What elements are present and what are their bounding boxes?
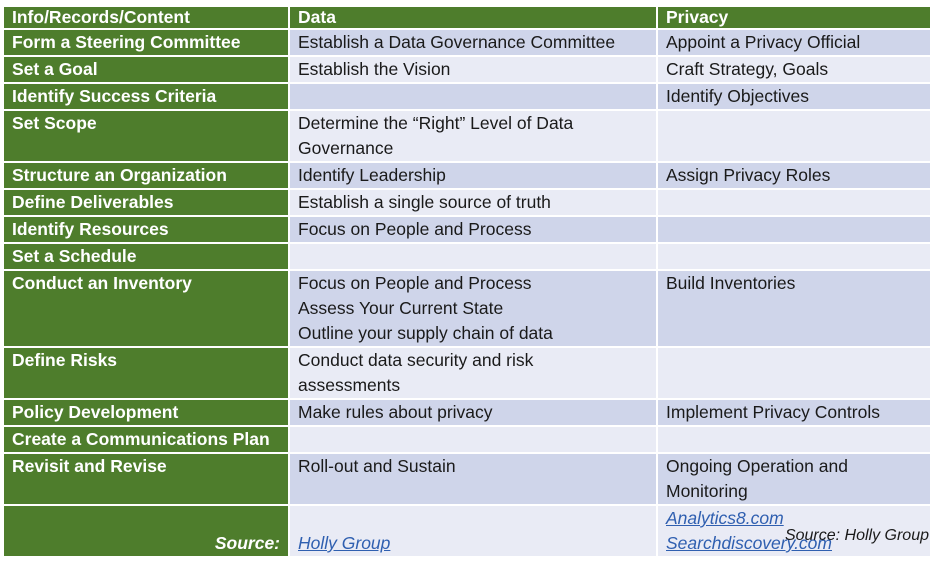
privacy-cell <box>658 57 930 82</box>
row-label: Set a Goal <box>4 57 288 82</box>
row-label: Revisit and Revise <box>4 454 288 504</box>
data-cell-line: Roll-out and Sustain <box>298 456 456 476</box>
privacy-cell-line: Build Inventories <box>666 273 796 293</box>
privacy-cell <box>658 244 930 269</box>
table-row <box>4 84 930 109</box>
privacy-cell <box>658 271 930 346</box>
table-body <box>4 30 930 556</box>
data-cell <box>290 400 656 425</box>
data-cell-line: Determine the “Right” Level of Data <box>298 113 574 133</box>
privacy-source-link[interactable]: Analytics8.com <box>666 508 784 528</box>
data-cell <box>290 163 656 188</box>
data-cell-line: Establish a Data Governance Committee <box>298 32 616 52</box>
data-source-cell <box>290 506 656 556</box>
data-cell <box>290 454 656 504</box>
row-label: Set a Schedule <box>4 244 288 269</box>
source-caption: Source: Holly Group <box>784 527 929 544</box>
data-source-link[interactable]: Holly Group <box>298 533 391 553</box>
row-label: Conduct an Inventory <box>4 271 288 346</box>
data-cell <box>290 30 656 55</box>
row-label: Form a Steering Committee <box>4 30 288 55</box>
privacy-cell-line: Appoint a Privacy Official <box>666 32 861 52</box>
privacy-cell <box>658 163 930 188</box>
privacy-cell <box>658 111 930 161</box>
data-cell <box>290 190 656 215</box>
row-label: Identify Success Criteria <box>4 84 288 109</box>
data-cell-line: Focus on People and Process <box>298 219 532 239</box>
table-row <box>4 111 930 161</box>
data-cell-line: Establish a single source of truth <box>298 192 551 212</box>
table-row <box>4 163 930 188</box>
data-cell-line: Establish the Vision <box>298 59 451 79</box>
privacy-cell <box>658 400 930 425</box>
data-cell-line: Focus on People and Process <box>298 273 532 293</box>
privacy-cell <box>658 84 930 109</box>
table-row <box>4 57 930 82</box>
privacy-cell-line: Ongoing Operation and <box>666 456 848 476</box>
privacy-cell <box>658 454 930 504</box>
column-header-info: Info/Records/Content <box>4 7 288 28</box>
table-row <box>4 190 930 215</box>
row-label: Define Deliverables <box>4 190 288 215</box>
data-cell <box>290 57 656 82</box>
table-row <box>4 400 930 425</box>
data-cell <box>290 111 656 161</box>
data-cell-line: Outline your supply chain of data <box>298 323 553 343</box>
privacy-cell-line: Craft Strategy, Goals <box>666 59 829 79</box>
data-cell <box>290 348 656 398</box>
source-label: Source: <box>4 506 288 556</box>
table-row <box>4 244 930 269</box>
data-cell <box>290 217 656 242</box>
data-cell <box>290 84 656 109</box>
column-header-privacy: Privacy <box>658 7 930 28</box>
privacy-cell-line: Identify Objectives <box>666 86 809 106</box>
row-label: Identify Resources <box>4 217 288 242</box>
privacy-cell-line: Implement Privacy Controls <box>666 402 880 422</box>
table-row <box>4 454 930 504</box>
row-label: Policy Development <box>4 400 288 425</box>
privacy-cell <box>658 427 930 452</box>
data-cell-line: assessments <box>298 375 401 395</box>
data-cell <box>290 244 656 269</box>
privacy-cell <box>658 190 930 215</box>
privacy-source-link[interactable]: Searchdiscovery.com <box>666 533 832 553</box>
data-cell <box>290 271 656 346</box>
row-label: Structure an Organization <box>4 163 288 188</box>
privacy-cell-line: Assign Privacy Roles <box>666 165 831 185</box>
table-row <box>4 217 930 242</box>
table-row <box>4 348 930 398</box>
row-label: Set Scope <box>4 111 288 161</box>
table-row <box>4 271 930 346</box>
data-cell-line: Make rules about privacy <box>298 402 493 422</box>
header-row <box>4 7 930 28</box>
table-row <box>4 427 930 452</box>
privacy-cell <box>658 217 930 242</box>
governance-table <box>2 5 932 558</box>
data-cell-line: Conduct data security and risk <box>298 350 534 370</box>
data-cell-line: Assess Your Current State <box>298 298 504 318</box>
row-label: Create a Communications Plan <box>4 427 288 452</box>
privacy-cell <box>658 348 930 398</box>
row-label: Define Risks <box>4 348 288 398</box>
data-cell <box>290 427 656 452</box>
data-cell-line: Governance <box>298 138 394 158</box>
column-header-data: Data <box>290 7 656 28</box>
privacy-cell-line: Monitoring <box>666 481 748 501</box>
table-row <box>4 30 930 55</box>
data-cell-line: Identify Leadership <box>298 165 446 185</box>
privacy-cell <box>658 30 930 55</box>
